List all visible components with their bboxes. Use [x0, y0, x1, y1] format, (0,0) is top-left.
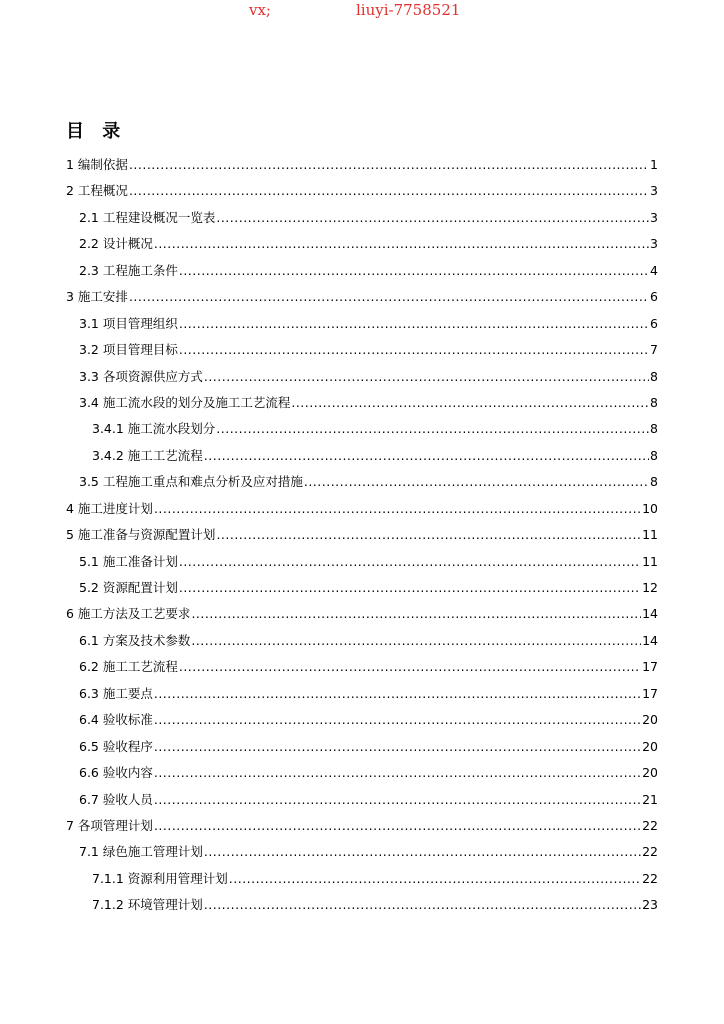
toc-entry-page-number: 3: [650, 209, 658, 225]
toc-entry-title: 7.1.2 环境管理计划: [92, 897, 203, 913]
toc-dot-leader: [291, 390, 649, 416]
toc-dot-leader: [191, 601, 641, 627]
toc-dot-leader: [179, 549, 641, 575]
toc-entry-page-number: 17: [642, 685, 658, 701]
toc-entry[interactable]: [66, 575, 658, 601]
toc-entry-page-number: 8: [650, 447, 658, 463]
toc-entry[interactable]: [66, 178, 658, 204]
toc-list: [66, 152, 658, 919]
toc-entry[interactable]: [66, 549, 658, 575]
toc-entry-title: 2 工程概况: [66, 183, 128, 199]
toc-dot-leader: [179, 258, 649, 284]
toc-entry-title: 7.1.1 资源利用管理计划: [92, 870, 228, 886]
toc-entry-title: 6.2 施工工艺流程: [79, 659, 178, 675]
toc-dot-leader: [204, 839, 641, 865]
toc-entry-page-number: 4: [650, 262, 658, 278]
toc-entry-title: 6.7 验收人员: [79, 791, 153, 807]
toc-entry[interactable]: [66, 628, 658, 654]
toc-entry-page-number: 11: [642, 553, 658, 569]
toc-dot-leader: [204, 443, 649, 469]
toc-dot-leader: [154, 681, 641, 707]
toc-entry-title: 2.2 设计概况: [79, 236, 153, 252]
toc-dot-leader: [229, 866, 641, 892]
toc-entry-page-number: 7: [650, 342, 658, 358]
toc-dot-leader: [179, 311, 649, 337]
toc-entry-title: 3 施工安排: [66, 289, 128, 305]
toc-entry[interactable]: [66, 231, 658, 257]
toc-dot-leader: [154, 734, 641, 760]
toc-entry-page-number: 8: [650, 421, 658, 437]
toc-entry-page-number: 17: [642, 659, 658, 675]
toc-entry-title: 7 各项管理计划: [66, 817, 153, 833]
watermark-left-text: vx;: [249, 1, 271, 19]
toc-entry-page-number: 22: [642, 817, 658, 833]
toc-dot-leader: [216, 522, 641, 548]
toc-entry[interactable]: [66, 601, 658, 627]
toc-entry[interactable]: [66, 734, 658, 760]
toc-entry-page-number: 8: [650, 368, 658, 384]
toc-entry-title: 6.5 验收程序: [79, 738, 153, 754]
toc-title: 目 录: [66, 121, 127, 142]
toc-entry[interactable]: [66, 284, 658, 310]
toc-entry[interactable]: [66, 681, 658, 707]
toc-entry[interactable]: [66, 892, 658, 918]
toc-entry-page-number: 20: [642, 712, 658, 728]
toc-entry[interactable]: [66, 522, 658, 548]
toc-entry[interactable]: [66, 813, 658, 839]
toc-entry[interactable]: [66, 760, 658, 786]
toc-entry-title: 6.3 施工要点: [79, 685, 153, 701]
toc-entry-title: 7.1 绿色施工管理计划: [79, 844, 203, 860]
toc-dot-leader: [154, 760, 641, 786]
toc-entry[interactable]: [66, 707, 658, 733]
toc-entry-title: 3.4 施工流水段的划分及施工工艺流程: [79, 394, 291, 410]
toc-entry[interactable]: [66, 364, 658, 390]
toc-dot-leader: [154, 813, 641, 839]
toc-entry-title: 3.1 项目管理组织: [79, 315, 178, 331]
toc-dot-leader: [216, 416, 649, 442]
toc-entry[interactable]: [66, 654, 658, 680]
toc-entry-page-number: 6: [650, 289, 658, 305]
toc-entry-title: 6.4 验收标准: [79, 712, 153, 728]
toc-entry-title: 6.6 验收内容: [79, 765, 153, 781]
toc-entry-title: 3.4.1 施工流水段划分: [92, 421, 216, 437]
toc-entry-page-number: 3: [650, 236, 658, 252]
toc-entry-title: 1 编制依据: [66, 157, 128, 172]
toc-entry-page-number: 14: [642, 632, 658, 648]
toc-entry-page-number: 11: [642, 527, 658, 543]
toc-dot-leader: [154, 496, 641, 522]
toc-entry[interactable]: [66, 258, 658, 284]
toc-entry[interactable]: [66, 311, 658, 337]
toc-entry[interactable]: [66, 205, 658, 231]
toc-entry-title: 3.5 工程施工重点和难点分析及应对措施: [79, 474, 303, 490]
toc-dot-leader: [204, 364, 649, 390]
toc-entry[interactable]: [66, 866, 658, 892]
toc-dot-leader: [129, 152, 649, 178]
toc-dot-leader: [204, 892, 641, 918]
toc-entry-title: 2.1 工程建设概况一览表: [79, 209, 216, 225]
toc-entry[interactable]: [66, 496, 658, 522]
toc-entry[interactable]: [66, 839, 658, 865]
toc-dot-leader: [154, 231, 649, 257]
toc-entry-title: 4 施工进度计划: [66, 500, 153, 516]
toc-dot-leader: [129, 284, 649, 310]
toc-entry-title: 5.2 资源配置计划: [79, 580, 178, 595]
toc-entry-page-number: 8: [650, 474, 658, 490]
watermark-right-text: liuyi-7758521: [356, 1, 461, 19]
toc-entry-page-number: 22: [642, 870, 658, 886]
toc-entry[interactable]: [66, 469, 658, 495]
toc-entry[interactable]: [66, 443, 658, 469]
toc-entry[interactable]: [66, 390, 658, 416]
toc-entry-title: 6 施工方法及工艺要求: [66, 606, 191, 622]
toc-entry-title: 3.3 各项资源供应方式: [79, 368, 203, 384]
toc-entry-page-number: 23: [642, 897, 658, 913]
toc-dot-leader: [154, 787, 641, 813]
toc-dot-leader: [304, 469, 649, 495]
toc-entry-page-number: 10: [642, 500, 658, 516]
toc-entry[interactable]: [66, 337, 658, 363]
toc-entry-page-number: 8: [650, 394, 658, 410]
toc-dot-leader: [216, 205, 649, 231]
toc-entry[interactable]: [66, 152, 658, 178]
toc-entry-page-number: 20: [642, 765, 658, 781]
watermark: [0, 0, 724, 22]
toc-entry[interactable]: [66, 416, 658, 442]
toc-dot-leader: [179, 575, 641, 601]
toc-entry-page-number: 3: [650, 183, 658, 199]
toc-entry-title: 3.4.2 施工工艺流程: [92, 447, 203, 463]
toc-entry-page-number: 6: [650, 315, 658, 331]
toc-entry-page-number: 1: [650, 157, 658, 172]
toc-entry-title: 5 施工准备与资源配置计划: [66, 527, 216, 543]
toc-entry-title: 3.2 项目管理目标: [79, 342, 178, 358]
toc-entry[interactable]: [66, 787, 658, 813]
toc-dot-leader: [191, 628, 641, 654]
toc-dot-leader: [179, 654, 641, 680]
toc-dot-leader: [154, 707, 641, 733]
toc-entry-title: 5.1 施工准备计划: [79, 553, 178, 569]
toc-entry-title: 6.1 方案及技术参数: [79, 632, 191, 648]
toc-entry-title: 2.3 工程施工条件: [79, 262, 178, 278]
toc-dot-leader: [129, 178, 649, 204]
toc-entry-page-number: 12: [642, 580, 658, 595]
toc-dot-leader: [179, 337, 649, 363]
toc-entry-page-number: 22: [642, 844, 658, 860]
toc-entry-page-number: 21: [642, 791, 658, 807]
toc-entry-page-number: 14: [642, 606, 658, 622]
toc-entry-page-number: 20: [642, 738, 658, 754]
